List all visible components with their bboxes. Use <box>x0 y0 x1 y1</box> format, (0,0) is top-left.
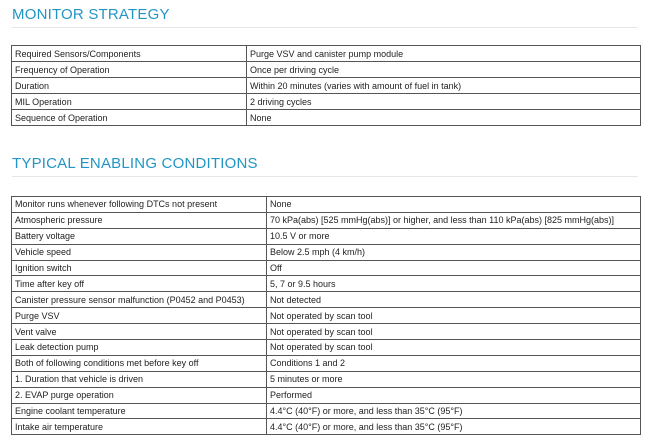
row-label: Atmospheric pressure <box>12 212 267 228</box>
row-value: Not operated by scan tool <box>267 324 641 340</box>
row-label: Required Sensors/Components <box>12 46 247 62</box>
table-row <box>12 387 641 403</box>
row-value: Conditions 1 and 2 <box>267 355 641 371</box>
row-value: 5, 7 or 9.5 hours <box>267 276 641 292</box>
row-value: Once per driving cycle <box>247 62 641 78</box>
table-row <box>12 228 641 244</box>
row-value: 5 minutes or more <box>267 371 641 387</box>
table-row <box>12 403 641 419</box>
section-divider <box>12 176 638 177</box>
row-value: 2 driving cycles <box>247 94 641 110</box>
table-row <box>12 244 641 260</box>
row-value: Not operated by scan tool <box>267 308 641 324</box>
row-label: Canister pressure sensor malfunction (P0452 and P0453) <box>12 292 267 308</box>
table-row <box>12 260 641 276</box>
table-row <box>12 324 641 340</box>
row-label: Ignition switch <box>12 260 267 276</box>
row-label: Frequency of Operation <box>12 62 247 78</box>
monitor-strategy-table <box>11 45 641 126</box>
row-label: Battery voltage <box>12 228 267 244</box>
row-value: Performed <box>267 387 641 403</box>
row-value: None <box>247 110 641 126</box>
row-value: Purge VSV and canister pump module <box>247 46 641 62</box>
section-divider <box>12 27 638 28</box>
row-label: Time after key off <box>12 276 267 292</box>
row-label: Monitor runs whenever following DTCs not present <box>12 197 267 213</box>
row-label: 2. EVAP purge operation <box>12 387 267 403</box>
table-row <box>12 308 641 324</box>
enabling-conditions-table <box>11 196 641 435</box>
table-row <box>12 78 641 94</box>
table-row <box>12 110 641 126</box>
table-row <box>12 340 641 356</box>
table-row <box>12 94 641 110</box>
table-row <box>12 355 641 371</box>
table-row <box>12 62 641 78</box>
row-label: Intake air temperature <box>12 419 267 435</box>
enabling-conditions-title: TYPICAL ENABLING CONDITIONS <box>12 155 258 172</box>
row-value: 70 kPa(abs) [525 mmHg(abs)] or higher, and less than 110 kPa(abs) [825 mmHg(abs)] <box>267 212 641 228</box>
table-row <box>12 197 641 213</box>
row-label: Sequence of Operation <box>12 110 247 126</box>
monitor-strategy-title: MONITOR STRATEGY <box>12 6 170 23</box>
row-value: Not operated by scan tool <box>267 340 641 356</box>
table-row <box>12 371 641 387</box>
table-row <box>12 46 641 62</box>
row-value: None <box>267 197 641 213</box>
row-label: Duration <box>12 78 247 94</box>
table-row <box>12 212 641 228</box>
row-label: Both of following conditions met before key off <box>12 355 267 371</box>
row-label: Purge VSV <box>12 308 267 324</box>
table-row <box>12 276 641 292</box>
row-label: Leak detection pump <box>12 340 267 356</box>
row-value: Not detected <box>267 292 641 308</box>
row-label: Vehicle speed <box>12 244 267 260</box>
row-value: 4.4°C (40°F) or more, and less than 35°C (95°F) <box>267 403 641 419</box>
row-value: 10.5 V or more <box>267 228 641 244</box>
row-value: Below 2.5 mph (4 km/h) <box>267 244 641 260</box>
row-label: 1. Duration that vehicle is driven <box>12 371 267 387</box>
table-row <box>12 292 641 308</box>
row-value: Off <box>267 260 641 276</box>
row-label: MIL Operation <box>12 94 247 110</box>
row-label: Engine coolant temperature <box>12 403 267 419</box>
row-value: Within 20 minutes (varies with amount of fuel in tank) <box>247 78 641 94</box>
row-value: 4.4°C (40°F) or more, and less than 35°C (95°F) <box>267 419 641 435</box>
table-row <box>12 419 641 435</box>
row-label: Vent valve <box>12 324 267 340</box>
